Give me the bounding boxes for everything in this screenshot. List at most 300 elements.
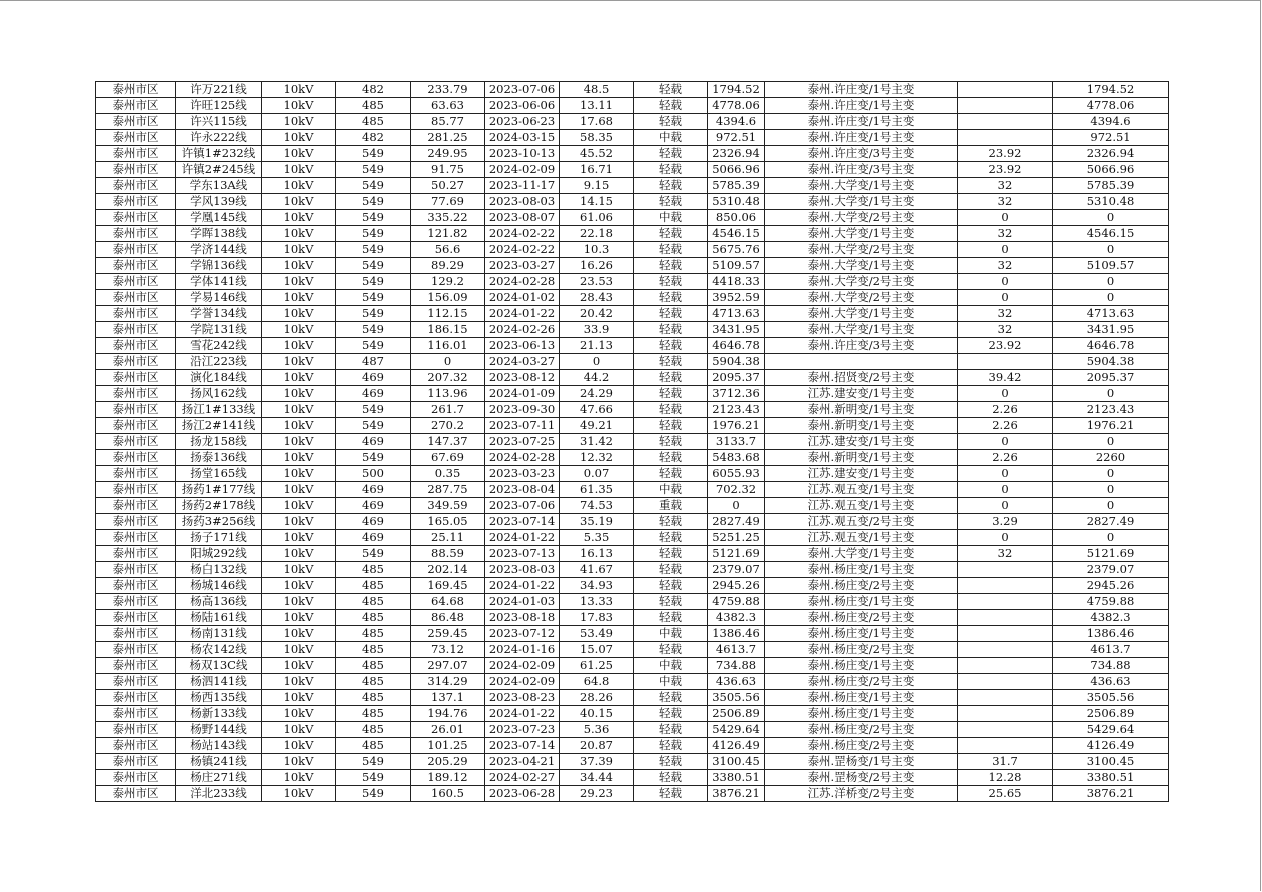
region-cell: 泰州市区 bbox=[96, 146, 176, 162]
load-rate-cell: 21.13 bbox=[560, 338, 634, 354]
load-rate-cell: 58.35 bbox=[560, 130, 634, 146]
region-cell: 泰州市区 bbox=[96, 530, 176, 546]
load-rate-cell: 48.5 bbox=[560, 82, 634, 98]
capacity-cell: 485 bbox=[336, 642, 411, 658]
transformer-cell: 泰州.大学变/1号主变 bbox=[765, 546, 958, 562]
margin-cell: 0 bbox=[958, 290, 1053, 306]
margin-cell: 12.28 bbox=[958, 770, 1053, 786]
available-capacity-cell: 5121.69 bbox=[708, 546, 765, 562]
available-capacity-cell: 2326.94 bbox=[708, 146, 765, 162]
open-capacity-cell: 5785.39 bbox=[1053, 178, 1169, 194]
voltage-cell: 10kV bbox=[262, 738, 336, 754]
open-capacity-cell: 0 bbox=[1053, 242, 1169, 258]
voltage-cell: 10kV bbox=[262, 530, 336, 546]
open-capacity-cell: 2260 bbox=[1053, 450, 1169, 466]
capacity-cell: 549 bbox=[336, 338, 411, 354]
margin-cell bbox=[958, 114, 1053, 130]
transformer-cell: 江苏.观五变/1号主变 bbox=[765, 482, 958, 498]
margin-cell: 32 bbox=[958, 306, 1053, 322]
capacity-cell: 485 bbox=[336, 626, 411, 642]
region-cell: 泰州市区 bbox=[96, 770, 176, 786]
voltage-cell: 10kV bbox=[262, 754, 336, 770]
load-status-cell: 轻载 bbox=[634, 306, 708, 322]
load-rate-cell: 10.3 bbox=[560, 242, 634, 258]
date-cell: 2023-08-12 bbox=[485, 370, 560, 386]
region-cell: 泰州市区 bbox=[96, 418, 176, 434]
region-cell: 泰州市区 bbox=[96, 242, 176, 258]
capacity-cell: 549 bbox=[336, 162, 411, 178]
date-cell: 2023-07-11 bbox=[485, 418, 560, 434]
load-cell: 116.01 bbox=[411, 338, 485, 354]
region-cell: 泰州市区 bbox=[96, 402, 176, 418]
region-cell: 泰州市区 bbox=[96, 610, 176, 626]
load-cell: 85.77 bbox=[411, 114, 485, 130]
margin-cell bbox=[958, 82, 1053, 98]
region-cell: 泰州市区 bbox=[96, 514, 176, 530]
load-rate-cell: 28.43 bbox=[560, 290, 634, 306]
line-name-cell: 学院131线 bbox=[176, 322, 262, 338]
open-capacity-cell: 1794.52 bbox=[1053, 82, 1169, 98]
transformer-cell: 泰州.杨庄变/1号主变 bbox=[765, 594, 958, 610]
transformer-cell: 泰州.许庄变/1号主变 bbox=[765, 130, 958, 146]
load-rate-cell: 24.29 bbox=[560, 386, 634, 402]
load-rate-cell: 13.11 bbox=[560, 98, 634, 114]
load-status-cell: 中载 bbox=[634, 482, 708, 498]
load-status-cell: 轻载 bbox=[634, 242, 708, 258]
margin-cell: 0 bbox=[958, 434, 1053, 450]
margin-cell bbox=[958, 658, 1053, 674]
available-capacity-cell: 2095.37 bbox=[708, 370, 765, 386]
transformer-cell: 泰州.大学变/1号主变 bbox=[765, 194, 958, 210]
load-rate-cell: 13.33 bbox=[560, 594, 634, 610]
available-capacity-cell: 4126.49 bbox=[708, 738, 765, 754]
date-cell: 2023-07-13 bbox=[485, 546, 560, 562]
region-cell: 泰州市区 bbox=[96, 130, 176, 146]
table-row bbox=[96, 194, 1169, 210]
voltage-cell: 10kV bbox=[262, 594, 336, 610]
margin-cell bbox=[958, 578, 1053, 594]
date-cell: 2024-01-22 bbox=[485, 530, 560, 546]
date-cell: 2024-02-26 bbox=[485, 322, 560, 338]
margin-cell: 0 bbox=[958, 242, 1053, 258]
region-cell: 泰州市区 bbox=[96, 82, 176, 98]
load-rate-cell: 53.49 bbox=[560, 626, 634, 642]
margin-cell bbox=[958, 722, 1053, 738]
load-status-cell: 重载 bbox=[634, 498, 708, 514]
table-row bbox=[96, 418, 1169, 434]
capacity-cell: 469 bbox=[336, 370, 411, 386]
date-cell: 2024-02-09 bbox=[485, 658, 560, 674]
region-cell: 泰州市区 bbox=[96, 290, 176, 306]
load-cell: 160.5 bbox=[411, 786, 485, 802]
open-capacity-cell: 5904.38 bbox=[1053, 354, 1169, 370]
load-status-cell: 轻载 bbox=[634, 434, 708, 450]
available-capacity-cell: 4418.33 bbox=[708, 274, 765, 290]
load-status-cell: 轻载 bbox=[634, 546, 708, 562]
capacity-cell: 485 bbox=[336, 594, 411, 610]
available-capacity-cell: 3100.45 bbox=[708, 754, 765, 770]
load-cell: 0.35 bbox=[411, 466, 485, 482]
voltage-cell: 10kV bbox=[262, 258, 336, 274]
open-capacity-cell: 5429.64 bbox=[1053, 722, 1169, 738]
load-cell: 169.45 bbox=[411, 578, 485, 594]
available-capacity-cell: 5251.25 bbox=[708, 530, 765, 546]
voltage-cell: 10kV bbox=[262, 674, 336, 690]
date-cell: 2023-08-23 bbox=[485, 690, 560, 706]
load-status-cell: 轻载 bbox=[634, 594, 708, 610]
margin-cell: 0 bbox=[958, 274, 1053, 290]
load-status-cell: 轻载 bbox=[634, 466, 708, 482]
load-status-cell: 轻载 bbox=[634, 162, 708, 178]
table-row bbox=[96, 450, 1169, 466]
available-capacity-cell: 4713.63 bbox=[708, 306, 765, 322]
load-rate-cell: 16.71 bbox=[560, 162, 634, 178]
open-capacity-cell: 436.63 bbox=[1053, 674, 1169, 690]
load-cell: 202.14 bbox=[411, 562, 485, 578]
load-cell: 156.09 bbox=[411, 290, 485, 306]
open-capacity-cell: 2326.94 bbox=[1053, 146, 1169, 162]
date-cell: 2023-03-23 bbox=[485, 466, 560, 482]
voltage-cell: 10kV bbox=[262, 370, 336, 386]
open-capacity-cell: 0 bbox=[1053, 210, 1169, 226]
capacity-cell: 487 bbox=[336, 354, 411, 370]
voltage-cell: 10kV bbox=[262, 658, 336, 674]
open-capacity-cell: 5109.57 bbox=[1053, 258, 1169, 274]
region-cell: 泰州市区 bbox=[96, 498, 176, 514]
capacity-cell: 549 bbox=[336, 178, 411, 194]
capacity-cell: 485 bbox=[336, 706, 411, 722]
load-cell: 297.07 bbox=[411, 658, 485, 674]
available-capacity-cell: 5109.57 bbox=[708, 258, 765, 274]
region-cell: 泰州市区 bbox=[96, 354, 176, 370]
date-cell: 2024-03-27 bbox=[485, 354, 560, 370]
available-capacity-cell: 5675.76 bbox=[708, 242, 765, 258]
table-row bbox=[96, 610, 1169, 626]
table-row bbox=[96, 738, 1169, 754]
available-capacity-cell: 734.88 bbox=[708, 658, 765, 674]
load-status-cell: 轻载 bbox=[634, 754, 708, 770]
load-cell: 67.69 bbox=[411, 450, 485, 466]
margin-cell: 0 bbox=[958, 530, 1053, 546]
line-name-cell: 许镇1#232线 bbox=[176, 146, 262, 162]
open-capacity-cell: 0 bbox=[1053, 498, 1169, 514]
line-name-cell: 杨陆161线 bbox=[176, 610, 262, 626]
load-status-cell: 轻载 bbox=[634, 578, 708, 594]
voltage-cell: 10kV bbox=[262, 690, 336, 706]
open-capacity-cell: 734.88 bbox=[1053, 658, 1169, 674]
line-name-cell: 学凰145线 bbox=[176, 210, 262, 226]
region-cell: 泰州市区 bbox=[96, 690, 176, 706]
capacity-cell: 549 bbox=[336, 210, 411, 226]
open-capacity-cell: 4394.6 bbox=[1053, 114, 1169, 130]
available-capacity-cell: 1386.46 bbox=[708, 626, 765, 642]
line-name-cell: 雪花242线 bbox=[176, 338, 262, 354]
table-row bbox=[96, 578, 1169, 594]
date-cell: 2023-07-14 bbox=[485, 514, 560, 530]
available-capacity-cell: 1794.52 bbox=[708, 82, 765, 98]
table-row bbox=[96, 642, 1169, 658]
table-row bbox=[96, 786, 1169, 802]
line-name-cell: 学风139线 bbox=[176, 194, 262, 210]
line-name-cell: 许镇2#245线 bbox=[176, 162, 262, 178]
region-cell: 泰州市区 bbox=[96, 226, 176, 242]
load-status-cell: 轻载 bbox=[634, 322, 708, 338]
date-cell: 2023-08-18 bbox=[485, 610, 560, 626]
available-capacity-cell: 3876.21 bbox=[708, 786, 765, 802]
load-rate-cell: 22.18 bbox=[560, 226, 634, 242]
load-status-cell: 轻载 bbox=[634, 386, 708, 402]
capacity-cell: 549 bbox=[336, 418, 411, 434]
date-cell: 2024-02-09 bbox=[485, 674, 560, 690]
open-capacity-cell: 0 bbox=[1053, 290, 1169, 306]
region-cell: 泰州市区 bbox=[96, 258, 176, 274]
table-row bbox=[96, 226, 1169, 242]
margin-cell: 23.92 bbox=[958, 338, 1053, 354]
date-cell: 2023-07-06 bbox=[485, 498, 560, 514]
load-cell: 205.29 bbox=[411, 754, 485, 770]
transformer-cell: 泰州.杨庄变/1号主变 bbox=[765, 706, 958, 722]
transformer-cell: 泰州.杨庄变/1号主变 bbox=[765, 626, 958, 642]
transformer-cell: 江苏.建安变/1号主变 bbox=[765, 386, 958, 402]
capacity-cell: 469 bbox=[336, 386, 411, 402]
margin-cell bbox=[958, 562, 1053, 578]
table-body bbox=[96, 82, 1169, 802]
load-cell: 349.59 bbox=[411, 498, 485, 514]
load-status-cell: 轻载 bbox=[634, 338, 708, 354]
table-row bbox=[96, 290, 1169, 306]
load-rate-cell: 61.25 bbox=[560, 658, 634, 674]
load-status-cell: 轻载 bbox=[634, 226, 708, 242]
voltage-cell: 10kV bbox=[262, 402, 336, 418]
load-rate-cell: 61.06 bbox=[560, 210, 634, 226]
region-cell: 泰州市区 bbox=[96, 722, 176, 738]
load-cell: 281.25 bbox=[411, 130, 485, 146]
table-row bbox=[96, 514, 1169, 530]
load-status-cell: 中载 bbox=[634, 658, 708, 674]
margin-cell: 32 bbox=[958, 226, 1053, 242]
load-rate-cell: 12.32 bbox=[560, 450, 634, 466]
open-capacity-cell: 4713.63 bbox=[1053, 306, 1169, 322]
open-capacity-cell: 4778.06 bbox=[1053, 98, 1169, 114]
region-cell: 泰州市区 bbox=[96, 578, 176, 594]
region-cell: 泰州市区 bbox=[96, 482, 176, 498]
load-cell: 249.95 bbox=[411, 146, 485, 162]
open-capacity-cell: 0 bbox=[1053, 386, 1169, 402]
margin-cell bbox=[958, 594, 1053, 610]
table-row bbox=[96, 98, 1169, 114]
voltage-cell: 10kV bbox=[262, 578, 336, 594]
voltage-cell: 10kV bbox=[262, 386, 336, 402]
margin-cell bbox=[958, 626, 1053, 642]
line-name-cell: 扬江1#133线 bbox=[176, 402, 262, 418]
margin-cell: 0 bbox=[958, 466, 1053, 482]
margin-cell: 31.7 bbox=[958, 754, 1053, 770]
voltage-cell: 10kV bbox=[262, 626, 336, 642]
margin-cell: 2.26 bbox=[958, 402, 1053, 418]
load-cell: 63.63 bbox=[411, 98, 485, 114]
table-row bbox=[96, 146, 1169, 162]
transformer-cell: 泰州.大学变/1号主变 bbox=[765, 178, 958, 194]
capacity-cell: 485 bbox=[336, 114, 411, 130]
load-rate-cell: 37.39 bbox=[560, 754, 634, 770]
voltage-cell: 10kV bbox=[262, 274, 336, 290]
table-row bbox=[96, 690, 1169, 706]
date-cell: 2024-02-22 bbox=[485, 242, 560, 258]
line-name-cell: 学晖138线 bbox=[176, 226, 262, 242]
voltage-cell: 10kV bbox=[262, 290, 336, 306]
transformer-cell: 泰州.大学变/2号主变 bbox=[765, 242, 958, 258]
margin-cell: 25.65 bbox=[958, 786, 1053, 802]
table-row bbox=[96, 754, 1169, 770]
date-cell: 2024-01-22 bbox=[485, 306, 560, 322]
load-cell: 165.05 bbox=[411, 514, 485, 530]
capacity-cell: 485 bbox=[336, 674, 411, 690]
table-row bbox=[96, 354, 1169, 370]
line-name-cell: 杨高136线 bbox=[176, 594, 262, 610]
transformer-cell: 泰州.许庄变/1号主变 bbox=[765, 82, 958, 98]
line-name-cell: 学易146线 bbox=[176, 290, 262, 306]
open-capacity-cell: 5066.96 bbox=[1053, 162, 1169, 178]
open-capacity-cell: 2123.43 bbox=[1053, 402, 1169, 418]
available-capacity-cell: 4759.88 bbox=[708, 594, 765, 610]
load-status-cell: 轻载 bbox=[634, 178, 708, 194]
line-name-cell: 杨农142线 bbox=[176, 642, 262, 658]
voltage-cell: 10kV bbox=[262, 194, 336, 210]
open-capacity-cell: 0 bbox=[1053, 434, 1169, 450]
capacity-cell: 549 bbox=[336, 274, 411, 290]
load-rate-cell: 41.67 bbox=[560, 562, 634, 578]
transformer-cell: 泰州.许庄变/3号主变 bbox=[765, 146, 958, 162]
region-cell: 泰州市区 bbox=[96, 178, 176, 194]
load-cell: 113.96 bbox=[411, 386, 485, 402]
capacity-cell: 485 bbox=[336, 658, 411, 674]
region-cell: 泰州市区 bbox=[96, 674, 176, 690]
margin-cell: 3.29 bbox=[958, 514, 1053, 530]
transformer-cell: 泰州.杨庄变/2号主变 bbox=[765, 610, 958, 626]
load-rate-cell: 17.68 bbox=[560, 114, 634, 130]
date-cell: 2023-07-06 bbox=[485, 82, 560, 98]
transformer-cell: 江苏.观五变/1号主变 bbox=[765, 530, 958, 546]
capacity-cell: 485 bbox=[336, 98, 411, 114]
capacity-cell: 500 bbox=[336, 466, 411, 482]
capacity-cell: 549 bbox=[336, 786, 411, 802]
date-cell: 2023-06-13 bbox=[485, 338, 560, 354]
load-status-cell: 轻载 bbox=[634, 770, 708, 786]
line-name-cell: 学济144线 bbox=[176, 242, 262, 258]
table-row bbox=[96, 594, 1169, 610]
line-name-cell: 杨南131线 bbox=[176, 626, 262, 642]
date-cell: 2024-02-27 bbox=[485, 770, 560, 786]
margin-cell: 2.26 bbox=[958, 418, 1053, 434]
voltage-cell: 10kV bbox=[262, 306, 336, 322]
available-capacity-cell: 4613.7 bbox=[708, 642, 765, 658]
transformer-cell: 泰州.大学变/2号主变 bbox=[765, 274, 958, 290]
load-rate-cell: 5.35 bbox=[560, 530, 634, 546]
voltage-cell: 10kV bbox=[262, 450, 336, 466]
capacity-cell: 469 bbox=[336, 530, 411, 546]
load-cell: 64.68 bbox=[411, 594, 485, 610]
load-cell: 101.25 bbox=[411, 738, 485, 754]
open-capacity-cell: 4759.88 bbox=[1053, 594, 1169, 610]
table-row bbox=[96, 562, 1169, 578]
line-name-cell: 学东13A线 bbox=[176, 178, 262, 194]
margin-cell bbox=[958, 674, 1053, 690]
voltage-cell: 10kV bbox=[262, 722, 336, 738]
open-capacity-cell: 1976.21 bbox=[1053, 418, 1169, 434]
load-status-cell: 轻载 bbox=[634, 258, 708, 274]
capacity-cell: 469 bbox=[336, 482, 411, 498]
load-rate-cell: 33.9 bbox=[560, 322, 634, 338]
date-cell: 2023-04-21 bbox=[485, 754, 560, 770]
region-cell: 泰州市区 bbox=[96, 786, 176, 802]
voltage-cell: 10kV bbox=[262, 338, 336, 354]
line-name-cell: 扬堂165线 bbox=[176, 466, 262, 482]
load-rate-cell: 35.19 bbox=[560, 514, 634, 530]
margin-cell bbox=[958, 610, 1053, 626]
open-capacity-cell: 3431.95 bbox=[1053, 322, 1169, 338]
voltage-cell: 10kV bbox=[262, 178, 336, 194]
load-cell: 186.15 bbox=[411, 322, 485, 338]
load-cell: 270.2 bbox=[411, 418, 485, 434]
transformer-cell: 泰州.许庄变/1号主变 bbox=[765, 114, 958, 130]
date-cell: 2024-01-16 bbox=[485, 642, 560, 658]
load-status-cell: 中载 bbox=[634, 626, 708, 642]
capacity-cell: 469 bbox=[336, 514, 411, 530]
date-cell: 2023-08-03 bbox=[485, 562, 560, 578]
load-cell: 137.1 bbox=[411, 690, 485, 706]
transformer-cell: 泰州.杨庄变/2号主变 bbox=[765, 674, 958, 690]
line-name-cell: 洋北233线 bbox=[176, 786, 262, 802]
table-row bbox=[96, 306, 1169, 322]
table-row bbox=[96, 210, 1169, 226]
capacity-cell: 469 bbox=[336, 434, 411, 450]
voltage-cell: 10kV bbox=[262, 418, 336, 434]
region-cell: 泰州市区 bbox=[96, 466, 176, 482]
capacity-cell: 549 bbox=[336, 546, 411, 562]
transformer-cell: 泰州.大学变/2号主变 bbox=[765, 290, 958, 306]
transformer-cell: 泰州.大学变/1号主变 bbox=[765, 306, 958, 322]
margin-cell: 0 bbox=[958, 482, 1053, 498]
load-status-cell: 轻载 bbox=[634, 98, 708, 114]
table-row bbox=[96, 482, 1169, 498]
voltage-cell: 10kV bbox=[262, 786, 336, 802]
load-status-cell: 轻载 bbox=[634, 690, 708, 706]
open-capacity-cell: 2506.89 bbox=[1053, 706, 1169, 722]
load-status-cell: 中载 bbox=[634, 210, 708, 226]
voltage-cell: 10kV bbox=[262, 610, 336, 626]
capacity-cell: 549 bbox=[336, 290, 411, 306]
available-capacity-cell: 0 bbox=[708, 498, 765, 514]
line-name-cell: 许永222线 bbox=[176, 130, 262, 146]
line-name-cell: 杨野144线 bbox=[176, 722, 262, 738]
transformer-cell: 江苏.观五变/1号主变 bbox=[765, 498, 958, 514]
available-capacity-cell: 3380.51 bbox=[708, 770, 765, 786]
table-row bbox=[96, 658, 1169, 674]
load-cell: 233.79 bbox=[411, 82, 485, 98]
available-capacity-cell: 4546.15 bbox=[708, 226, 765, 242]
date-cell: 2023-07-25 bbox=[485, 434, 560, 450]
date-cell: 2023-03-27 bbox=[485, 258, 560, 274]
date-cell: 2024-03-15 bbox=[485, 130, 560, 146]
line-name-cell: 杨新133线 bbox=[176, 706, 262, 722]
load-rate-cell: 28.26 bbox=[560, 690, 634, 706]
table-row bbox=[96, 242, 1169, 258]
transformer-cell: 泰州.许庄变/3号主变 bbox=[765, 162, 958, 178]
capacity-cell: 549 bbox=[336, 306, 411, 322]
date-cell: 2024-02-09 bbox=[485, 162, 560, 178]
capacity-cell: 469 bbox=[336, 498, 411, 514]
line-name-cell: 扬泰136线 bbox=[176, 450, 262, 466]
